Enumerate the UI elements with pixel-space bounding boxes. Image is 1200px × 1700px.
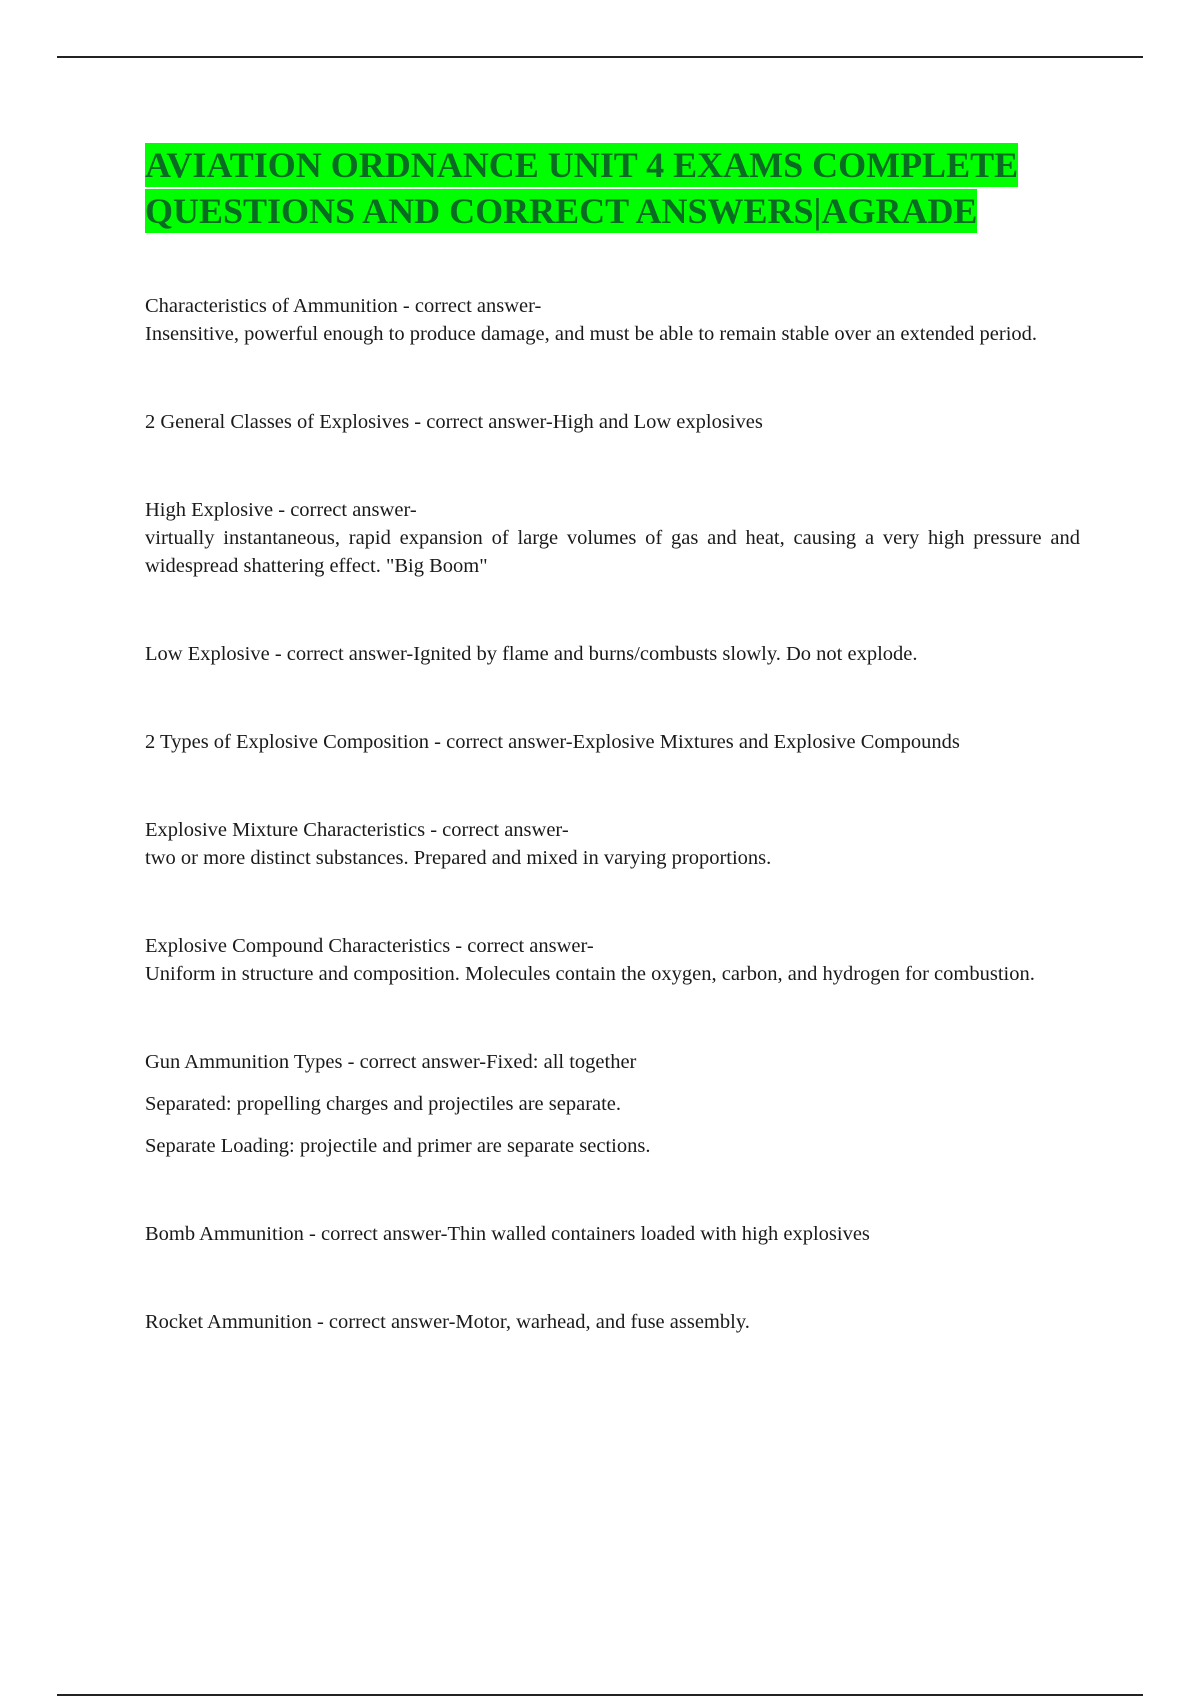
answer-text: Separated: propelling charges and projectiles are separate. [145,1093,622,1115]
qa-item-classes-of-explosives [145,408,1080,436]
qa-item-gun-ammunition-types [145,1048,1080,1160]
question-answer-text: 2 General Classes of Explosives - correct answer-High and Low explosives [145,411,763,433]
question-text: High Explosive - correct answer- [145,499,417,521]
document-title [145,142,1080,234]
qa-item-low-explosive [145,640,1080,668]
answer-text: Uniform in structure and composition. Molecules contain the oxygen, carbon, and hydrogen for combustion. [145,963,1035,985]
qa-item-explosive-mixture [145,816,1080,872]
question-text: Characteristics of Ammunition - correct answer- [145,295,542,317]
answer-text: Separate Loading: projectile and primer are separate sections. [145,1135,651,1157]
question-text: Explosive Mixture Characteristics - correct answer- [145,819,569,841]
question-answer-text: Gun Ammunition Types - correct answer-Fixed: all together [145,1051,637,1073]
answer-text: two or more distinct substances. Prepared and mixed in varying proportions. [145,847,772,869]
title-line-1: AVIATION ORDNANCE UNIT 4 EXAMS COMPLETE [145,145,1019,185]
question-answer-text: Low Explosive - correct answer-Ignited by flame and burns/combusts slowly. Do not explode. [145,643,918,665]
page-content [145,142,1080,1396]
answer-text: virtually instantaneous, rapid expansion of large volumes of gas and heat, causing a very high pressure and widespread shattering effect. "Big Boom" [145,527,1080,577]
qa-item-rocket-ammunition [145,1308,1080,1336]
qa-item-explosive-composition [145,728,1080,756]
bottom-rule [57,1694,1143,1696]
qa-item-explosive-compound [145,932,1080,988]
answer-text: Insensitive, powerful enough to produce damage, and must be able to remain stable over an extended period. [145,323,1038,345]
question-text: Explosive Compound Characteristics - correct answer- [145,935,594,957]
question-answer-text: Rocket Ammunition - correct answer-Motor, warhead, and fuse assembly. [145,1311,750,1333]
top-rule [57,56,1143,58]
qa-item-high-explosive [145,496,1080,580]
title-line-2: QUESTIONS AND CORRECT ANSWERS|AGRADE [145,191,978,231]
qa-item-ammunition-characteristics [145,292,1080,348]
qa-item-bomb-ammunition [145,1220,1080,1248]
question-answer-text: 2 Types of Explosive Composition - correct answer-Explosive Mixtures and Explosive Compounds [145,731,960,753]
question-answer-text: Bomb Ammunition - correct answer-Thin walled containers loaded with high explosives [145,1223,870,1245]
